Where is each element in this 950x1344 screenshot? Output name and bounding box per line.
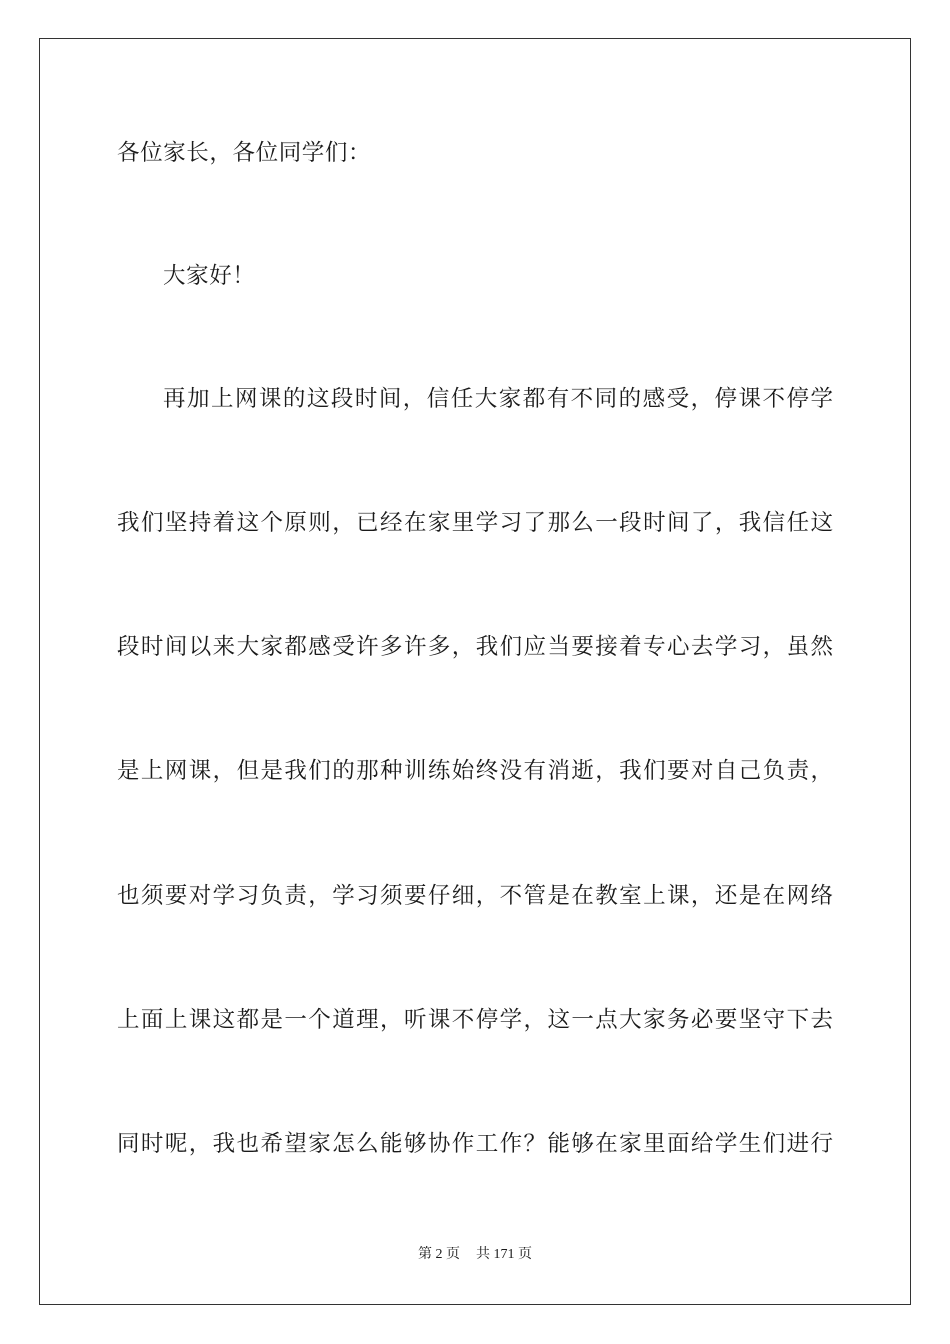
page-border [39, 38, 911, 1305]
body-line: 是上网课，但是我们的那种训练始终没有消逝，我们要对自己负责， [117, 758, 833, 784]
body-line: 同时呢，我也希望家怎么能够协作工作？能够在家里面给学生们进行 [117, 1131, 833, 1157]
body-line: 段时间以来大家都感受许多许多，我们应当要接着专心去学习，虽然 [117, 634, 833, 660]
page-number: 第 2 页 [418, 1247, 460, 1262]
total-pages: 共 171 页 [476, 1247, 532, 1262]
body-line: 上面上课这都是一个道理，听课不停学，这一点大家务必要坚守下去 [117, 1007, 833, 1033]
greeting-line: 大家好！ [163, 263, 256, 289]
body-line: 我们坚持着这个原则，已经在家里学习了那么一段时间了，我信任这 [117, 510, 833, 536]
body-line: 也须要对学习负责，学习须要仔细，不管是在教室上课，还是在网络 [117, 883, 833, 909]
salutation-line: 各位家长，各位同学们： [117, 140, 372, 166]
page-footer [0, 1246, 950, 1264]
body-line: 再加上网课的这段时间，信任大家都有不同的感受，停课不停学 [163, 386, 833, 412]
